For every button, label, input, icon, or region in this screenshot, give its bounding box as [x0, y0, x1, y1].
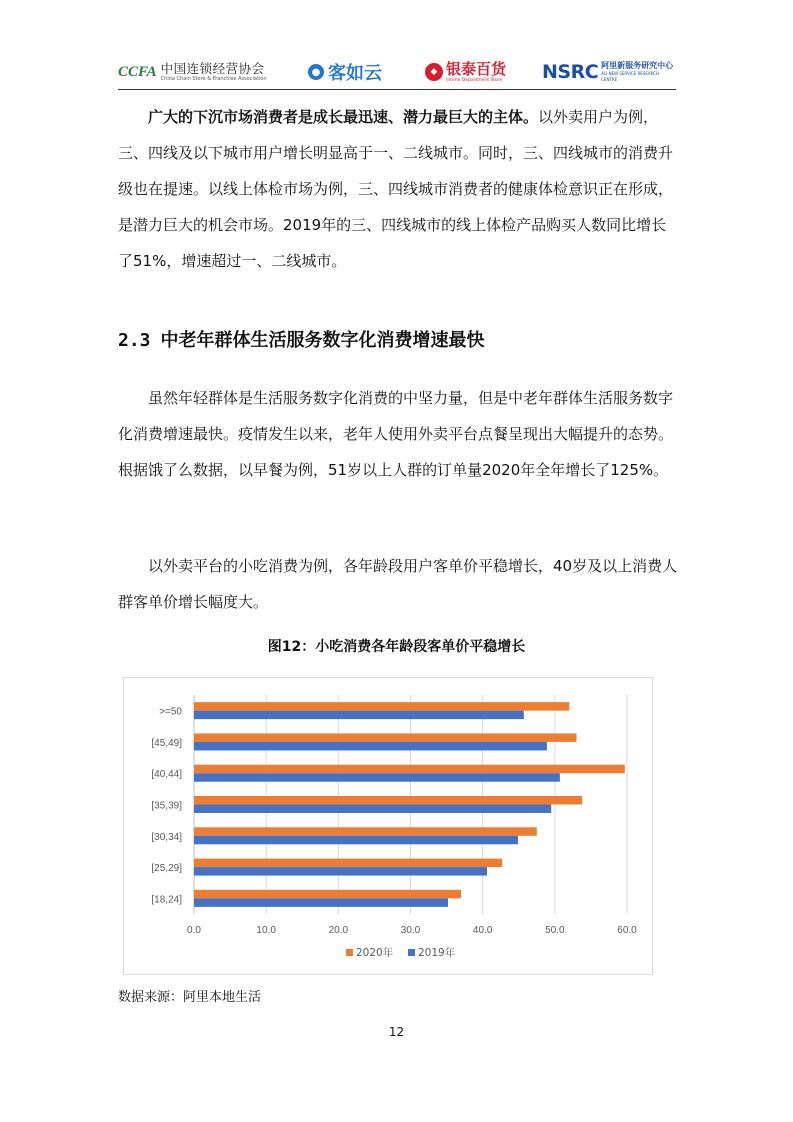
keruyun-logo-icon: ● — [308, 64, 324, 80]
bar-series-a — [194, 890, 461, 899]
legend-label: 2020年 — [356, 947, 394, 959]
yintai-logo — [425, 56, 506, 88]
y-tick-label: [45,49] — [151, 737, 182, 749]
legend-swatch — [346, 949, 353, 956]
bar-series-a — [194, 765, 625, 774]
x-tick-label: 50.0 — [545, 925, 565, 936]
x-tick-label: 10.0 — [256, 925, 276, 936]
bar-series-b — [194, 742, 547, 751]
x-tick-label: 0.0 — [187, 925, 201, 936]
page-header — [118, 56, 676, 90]
x-tick-label: 30.0 — [400, 925, 421, 936]
paragraph-body: 以外卖用户为例，三、四线及以下城市用户增长明显高于一、二线城市。同时，三、四线城市的消费升级也在提速。以线上体检市场为例，三、四线城市消费者的健康体检意识正在形成，是潜力巨大的机会市场。2019年的三、四线城市的线上体检产品购买人数同比增长了51%，增速超过一、二线城市。 — [118, 108, 674, 270]
nsrc-logo-text: 阿里新服务研究中心 — [601, 61, 674, 70]
y-tick-label: [30,34] — [151, 831, 182, 843]
yintai-logo-text: 银泰百货 — [446, 59, 507, 78]
x-tick-label: 60.0 — [617, 925, 637, 936]
y-tick-label: >=50 — [159, 706, 182, 718]
bar-series-a — [194, 827, 537, 836]
legend-label: 2019年 — [418, 947, 456, 959]
data-source: 数据来源：阿里本地生活 — [118, 990, 262, 1005]
section-title: 中老年群体生活服务数字化消费增速最快 — [160, 330, 485, 351]
nsrc-logo — [542, 56, 676, 88]
ccfa-logo — [118, 56, 267, 88]
bar-series-b — [194, 773, 560, 782]
keruyun-logo — [308, 56, 382, 88]
ccfa-logo-text: 中国连锁经营协会 — [160, 60, 265, 76]
bar-chart — [123, 677, 653, 975]
yintai-logo-subtext: Intime Department Store — [446, 77, 503, 83]
legend-swatch — [408, 949, 415, 956]
bar-series-a — [194, 859, 502, 868]
section-number: 2.3 — [118, 330, 151, 351]
yintai-logo-icon: ◆ — [425, 63, 443, 81]
bar-chart-svg — [124, 678, 652, 974]
ccfa-logo-mark: CCFA — [118, 63, 157, 80]
keruyun-logo-text: 客如云 — [328, 63, 382, 84]
paragraph-bold-lead: 广大的下沉市场消费者是成长最迅速、潜力最巨大的主体。 — [148, 108, 539, 126]
header-divider — [118, 89, 676, 90]
paragraph-lower-tier-markets — [118, 99, 678, 279]
bar-series-a — [194, 796, 582, 805]
paragraph-snack-consumption: 以外卖平台的小吃消费为例，各年龄段用户客单价平稳增长，40岁及以上消费人群客单价增长幅度大。 — [118, 557, 678, 611]
bar-series-a — [194, 702, 569, 711]
x-tick-label: 40.0 — [472, 925, 493, 936]
paragraph-middle-aged-growth: 虽然年轻群体是生活服务数字化消费的中坚力量，但是中老年群体生活服务数字化消费增速最快。疫情发生以来，老年人使用外卖平台点餐呈现出大幅提升的态势。根据饿了么数据，以早餐为例，51岁以上人群的订单量2020年全年增长了125%。 — [118, 389, 674, 479]
bar-series-b — [194, 711, 524, 720]
y-tick-label: [35,39] — [151, 800, 182, 812]
bar-series-b — [194, 867, 487, 876]
bar-series-b — [194, 805, 551, 814]
y-tick-label: [40,44] — [151, 769, 182, 781]
x-tick-label: 20.0 — [328, 925, 349, 936]
page-number: 12 — [388, 1025, 405, 1039]
bar-series-a — [194, 733, 576, 742]
figure-title: 图12：小吃消费各年龄段客单价平稳增长 — [267, 639, 526, 655]
y-tick-label: [18,24] — [151, 894, 182, 906]
bar-series-b — [194, 898, 448, 907]
nsrc-logo-subtext: ALI NEW SERVICE RESEARCH CENTRE — [601, 71, 659, 82]
y-tick-label: [25,29] — [151, 863, 182, 875]
bar-series-b — [194, 836, 518, 845]
section-heading — [118, 325, 485, 357]
ccfa-logo-subtext: China Chain Store & Franchise Association — [160, 75, 267, 82]
nsrc-logo-mark: NSRC — [542, 61, 599, 83]
